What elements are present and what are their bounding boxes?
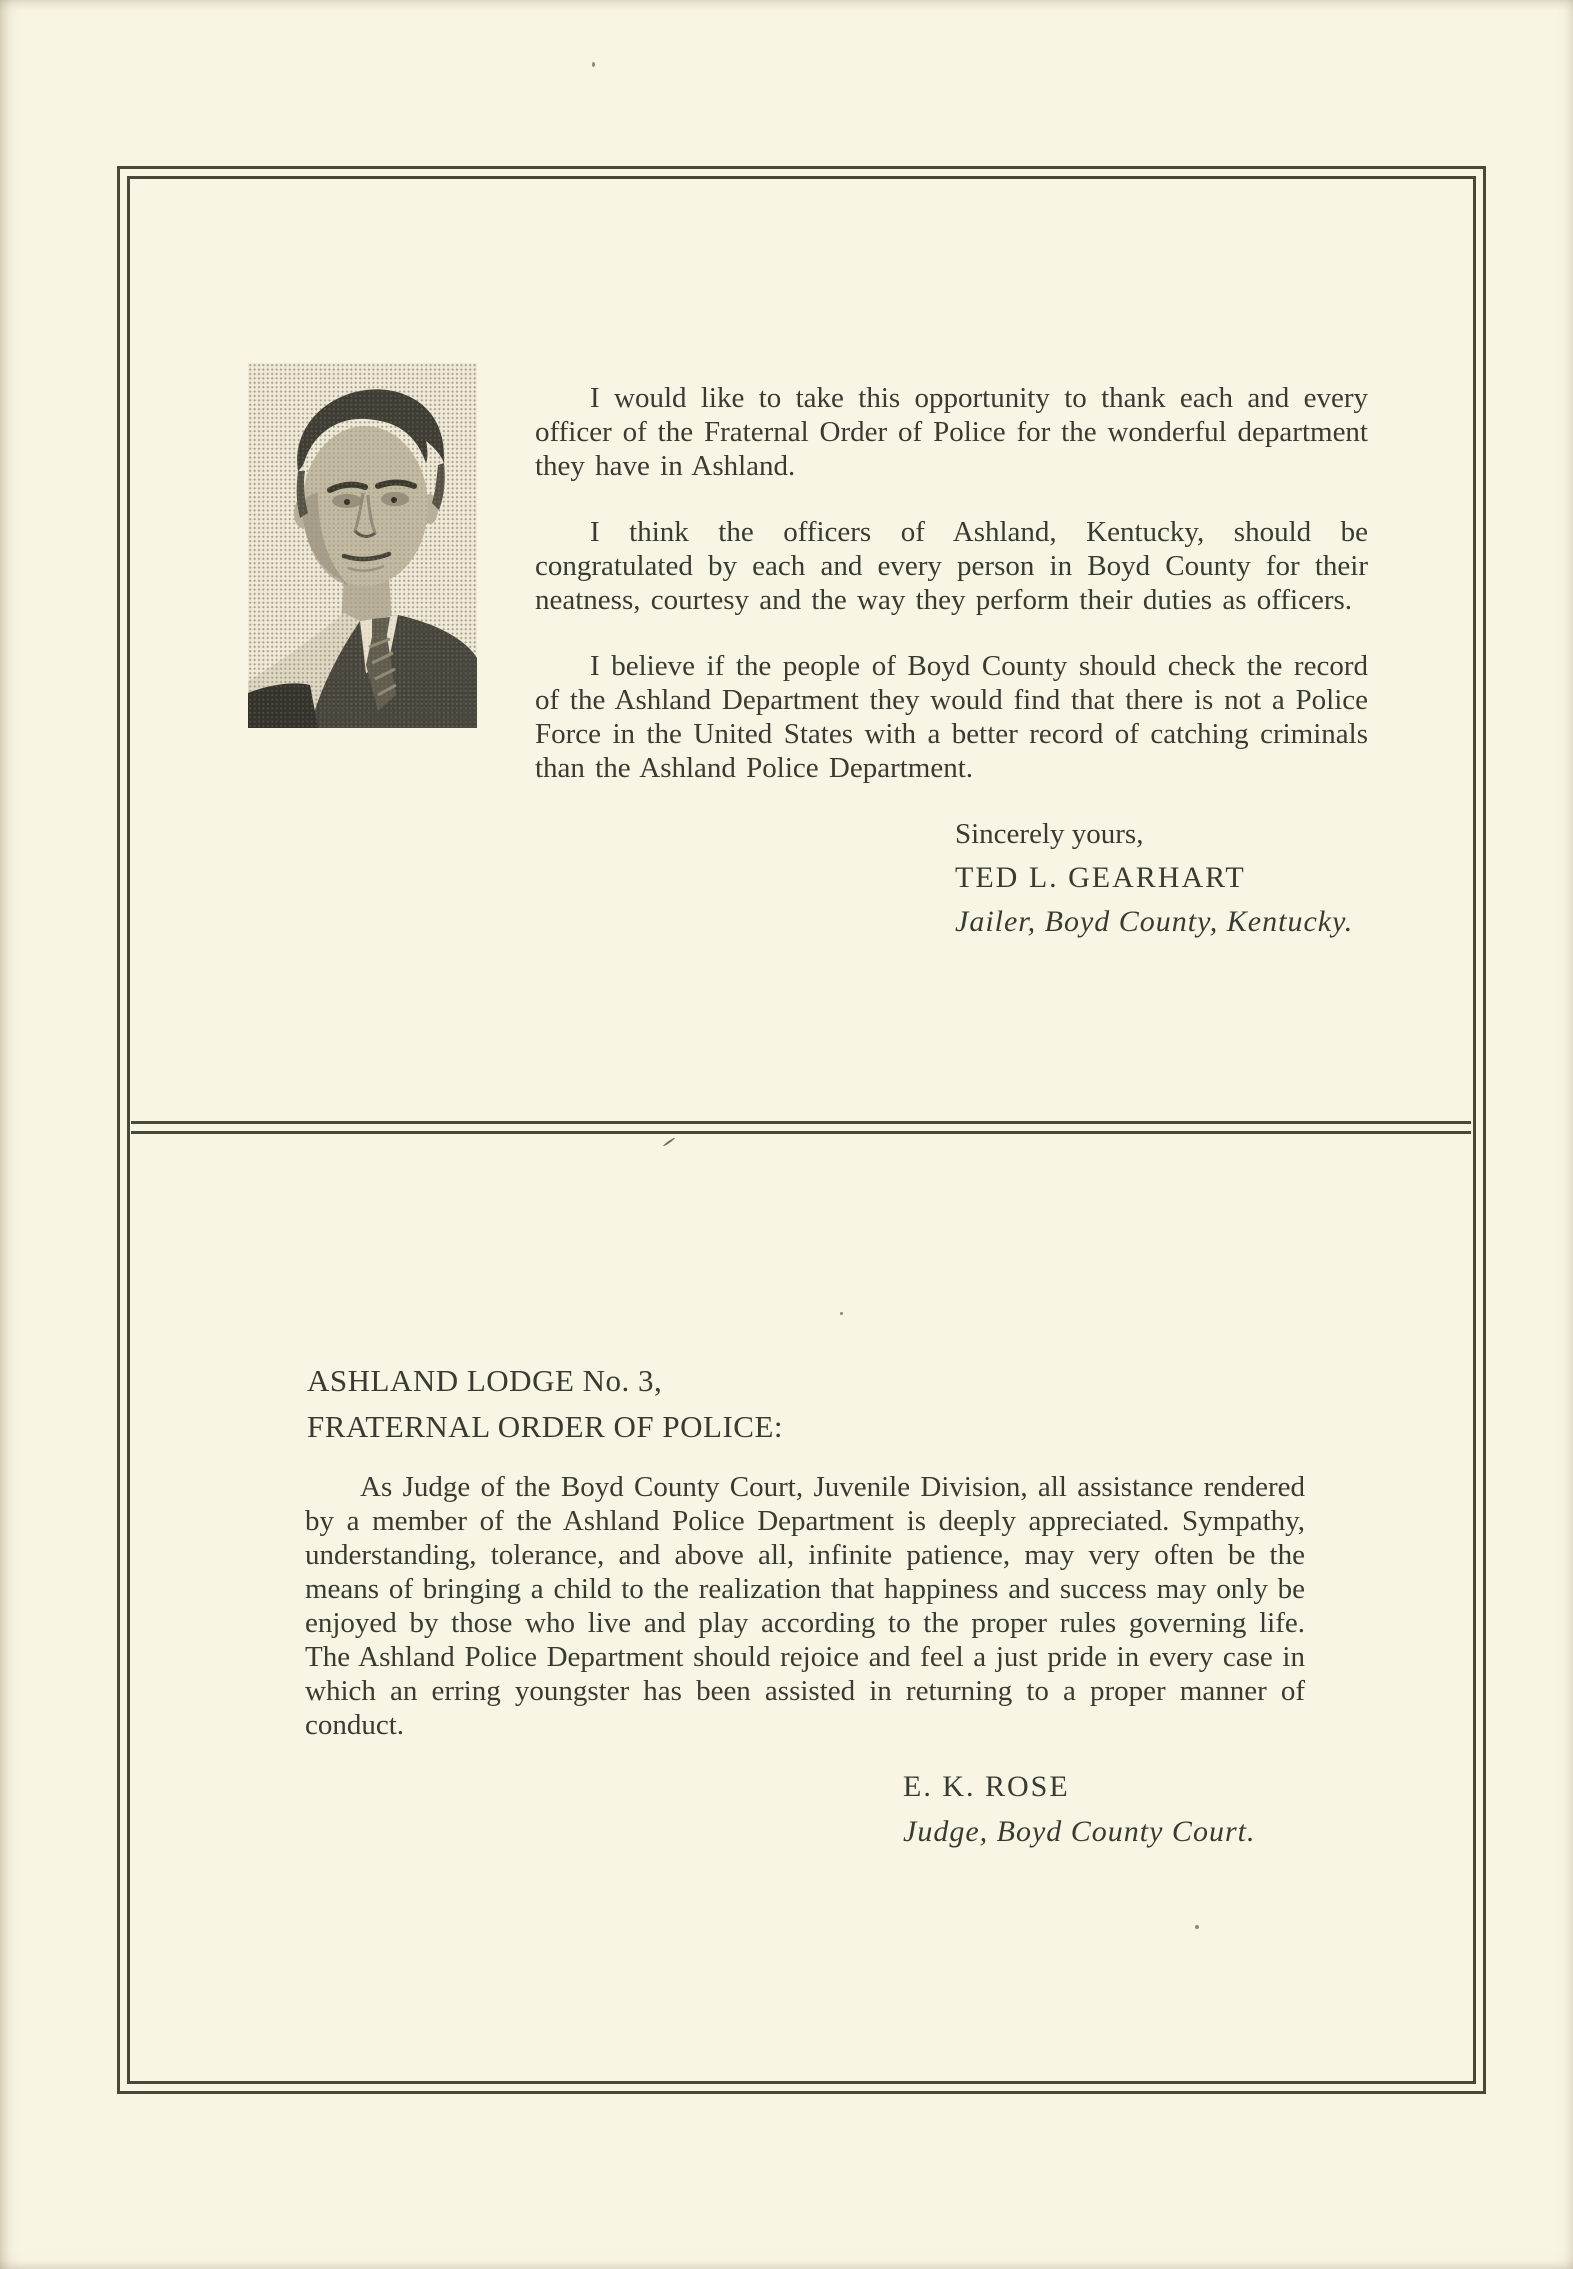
portrait-photo-image xyxy=(248,363,477,728)
bottom-letter-body: As Judge of the Boyd County Court, Juvenile Division, all assistance rendered by a member of the Ashland Police Department is deeply appreciated. Sympathy, understanding, tolerance, and above all, infinite patience, may very often be the means of bringing a child to the realization that happiness and success may only be enjoyed by those who live and play according to the proper rules governing life. The Ashland Police Department should rejoice and feel a just pride in every case in which an erring youngster has been assisted in returning to a proper manner of conduct. xyxy=(305,1471,1305,1741)
top-letter-signature xyxy=(955,812,1353,944)
section-divider-upper-rule xyxy=(131,1121,1471,1124)
bottom-letter-signature xyxy=(903,1764,1255,1854)
signature-name: TED L. GEARHART xyxy=(955,861,1246,894)
letter-paragraph: I would like to take this opportunity to thank each and every officer of the Fraternal Order of Police for the wonderful department they have in Ashland. xyxy=(535,382,1368,482)
letter-paragraph: I believe if the people of Boyd County should check the record of the Ashland Department they would find that there is not a Police Force in the United States with a better record of catching criminals than the Ashland Police Department. xyxy=(535,650,1368,784)
section-divider-lower-rule xyxy=(131,1131,1471,1134)
portrait-photo xyxy=(248,363,477,728)
letter-paragraph: I think the officers of Ashland, Kentucky, should be congratulated by each and every person in Boyd County for their neatness, courtesy and the way they perform their duties as officers. xyxy=(535,516,1368,616)
closing-line: Sincerely yours, xyxy=(955,818,1144,850)
bottom-letter-addressee xyxy=(307,1358,783,1450)
scan-speck xyxy=(592,62,595,67)
addressee-line: ASHLAND LODGE No. 3, xyxy=(307,1363,663,1398)
top-letter-body xyxy=(535,381,1368,817)
scan-speck xyxy=(1195,1925,1199,1929)
addressee-line: FRATERNAL ORDER OF POLICE: xyxy=(307,1409,784,1444)
signature-title: Judge, Boyd County Court. xyxy=(903,1815,1256,1848)
scan-speck xyxy=(840,1312,843,1315)
signature-name: E. K. ROSE xyxy=(903,1770,1070,1803)
signature-title: Jailer, Boyd County, Kentucky. xyxy=(955,905,1354,938)
